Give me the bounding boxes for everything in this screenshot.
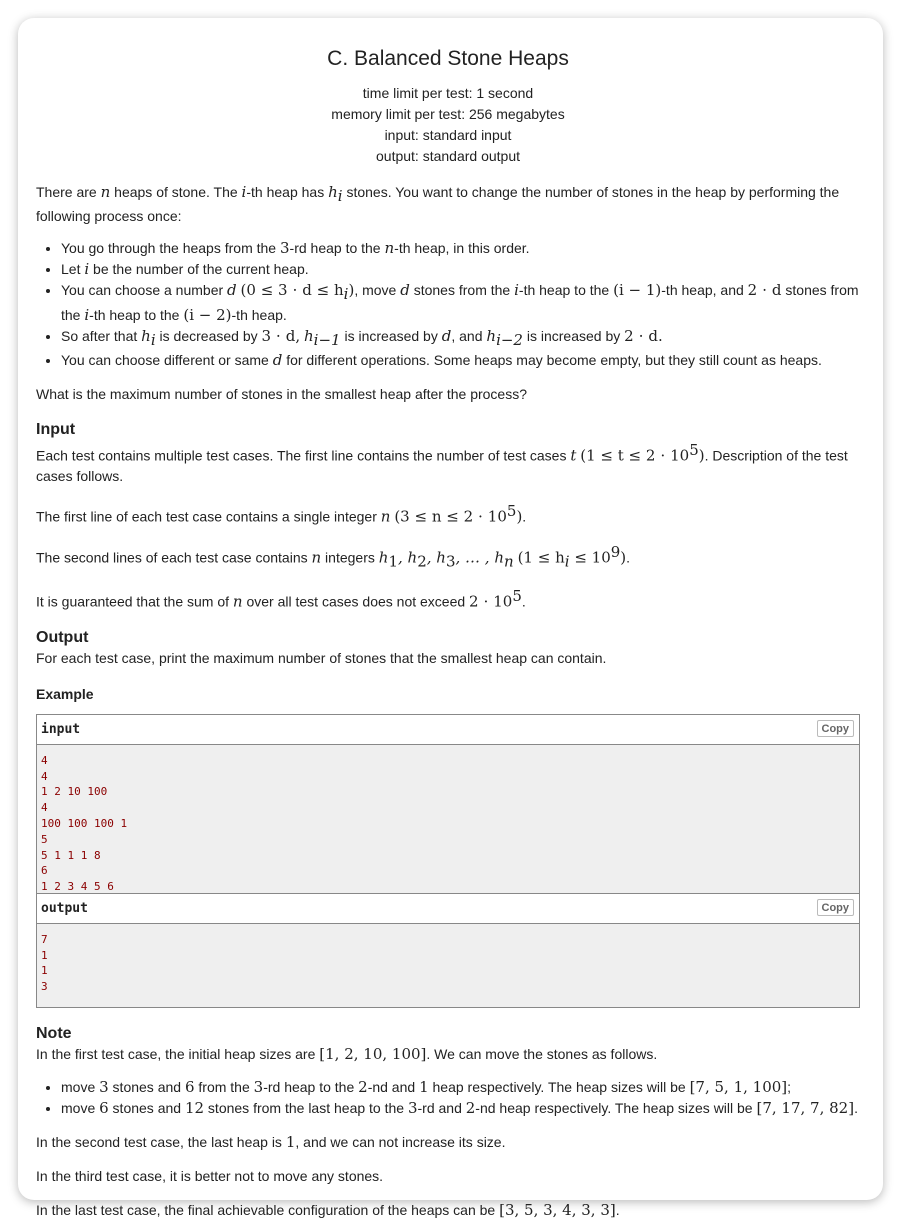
section-title: Note bbox=[36, 1024, 72, 1042]
legend-paragraph: There are n heaps of stone. The i-th heap has $h_i$ stones. You want to change the number of stones in the heap by performing the following process once: bbox=[36, 183, 840, 224]
note-paragraph: In the second test case, the last heap is 1, and we can not increase its size. bbox=[36, 1132, 506, 1151]
memory-limit: memory limit per test: 256 megabytes bbox=[331, 106, 565, 122]
input-paragraph: Each test contains multiple test cases. The first line contains the number of test cases t $(1 \le t \le 2 \cdot 10^5)$. Description of the test cases follows. bbox=[36, 441, 848, 485]
list-item: • You go through the heaps from the 3-rd heap to the n-th heap, in this order. bbox=[61, 238, 860, 259]
note-list bbox=[36, 1077, 860, 1119]
output-specification bbox=[36, 628, 860, 668]
list-item: • You can choose different or same d for different operations. Some heaps may become empty, but they still count as heaps. bbox=[61, 350, 860, 371]
process-list bbox=[36, 238, 860, 372]
sample-output-label: output bbox=[41, 900, 88, 916]
sample-input: 4 4 1 2 10 100 4 100 100 100 1 5 5 1 1 1 8 6 1 2 3 4 5 6 bbox=[37, 745, 859, 893]
time-limit: time limit per test: 1 second bbox=[362, 85, 534, 101]
input-specification bbox=[36, 420, 860, 611]
list-item: • Let i be the number of the current heap. bbox=[61, 259, 860, 280]
input-paragraph: It is guaranteed that the sum of n over all test cases does not exceed $2 \cdot 10^5$. bbox=[36, 587, 526, 611]
sample-output-header bbox=[37, 893, 859, 924]
sample-tests bbox=[36, 714, 860, 1008]
output-type: output: standard output bbox=[376, 148, 520, 164]
problem-card bbox=[18, 18, 883, 1219]
list-item: • move 3 stones and 6 from the 3-rd heap to the 2-nd and 1 heap respectively. The heap sizes will be [7, 5, 1, 100]; bbox=[61, 1077, 860, 1098]
input-paragraph: The second lines of each test case contains n integers $h_1$, $h_2$, $h_3$, … , $h_n$ $(1 \le h_i \le 10^9)$. bbox=[36, 542, 631, 571]
legend bbox=[36, 182, 860, 404]
note-paragraph: In the last test case, the final achievable configuration of the heaps can be [3, 5, 3, 4, 3, 3]. bbox=[36, 1200, 620, 1219]
section-title: Input bbox=[36, 421, 76, 439]
output-paragraph: For each test case, print the maximum number of stones that the smallest heap can contain. bbox=[36, 649, 607, 666]
copy-output-button[interactable]: Copy bbox=[817, 899, 855, 916]
sample-input-header bbox=[37, 715, 859, 745]
note-paragraph: In the first test case, the initial heap sizes are [1, 2, 10, 100]. We can move the stones as follows. bbox=[36, 1044, 658, 1063]
problem-header bbox=[36, 18, 860, 167]
list-item: • You can choose a number d $(0 \le 3 \cdot d \le h_i)$, move d stones from the i-th heap to the (i − 1)-th heap, and 2 ⋅ d stones from the i-th heap to the (i − 2)-th heap. bbox=[61, 280, 860, 326]
section-title: Output bbox=[36, 628, 89, 646]
input-type: input: standard input bbox=[384, 127, 512, 143]
sample-input-label: input bbox=[41, 721, 81, 737]
note-paragraph: In the third test case, it is better not to move any stones. bbox=[36, 1167, 384, 1184]
input-paragraph: The first line of each test case contains a single integer n $(3 \le n \le 2 \cdot 10^5)$. bbox=[36, 502, 527, 526]
example-title: Example bbox=[36, 685, 94, 702]
copy-input-button[interactable]: Copy bbox=[817, 720, 855, 737]
list-item: • So after that $h_i$ is decreased by 3 ⋅ d, $h_{i-1}$ is increased by d, and $h_{i-2}$ is increased by 2 ⋅ d. bbox=[61, 326, 860, 351]
sample-output: 7 1 1 3 bbox=[37, 924, 859, 1007]
problem-title: C. Balanced Stone Heaps bbox=[327, 47, 569, 70]
example-section bbox=[36, 686, 860, 1008]
list-item: • move 6 stones and 12 stones from the last heap to the 3-rd and 2-nd heap respectively. The heap sizes will be [7, 17, 7, 82]. bbox=[61, 1098, 860, 1119]
question: What is the maximum number of stones in the smallest heap after the process? bbox=[36, 386, 528, 403]
note-section bbox=[36, 1024, 860, 1220]
